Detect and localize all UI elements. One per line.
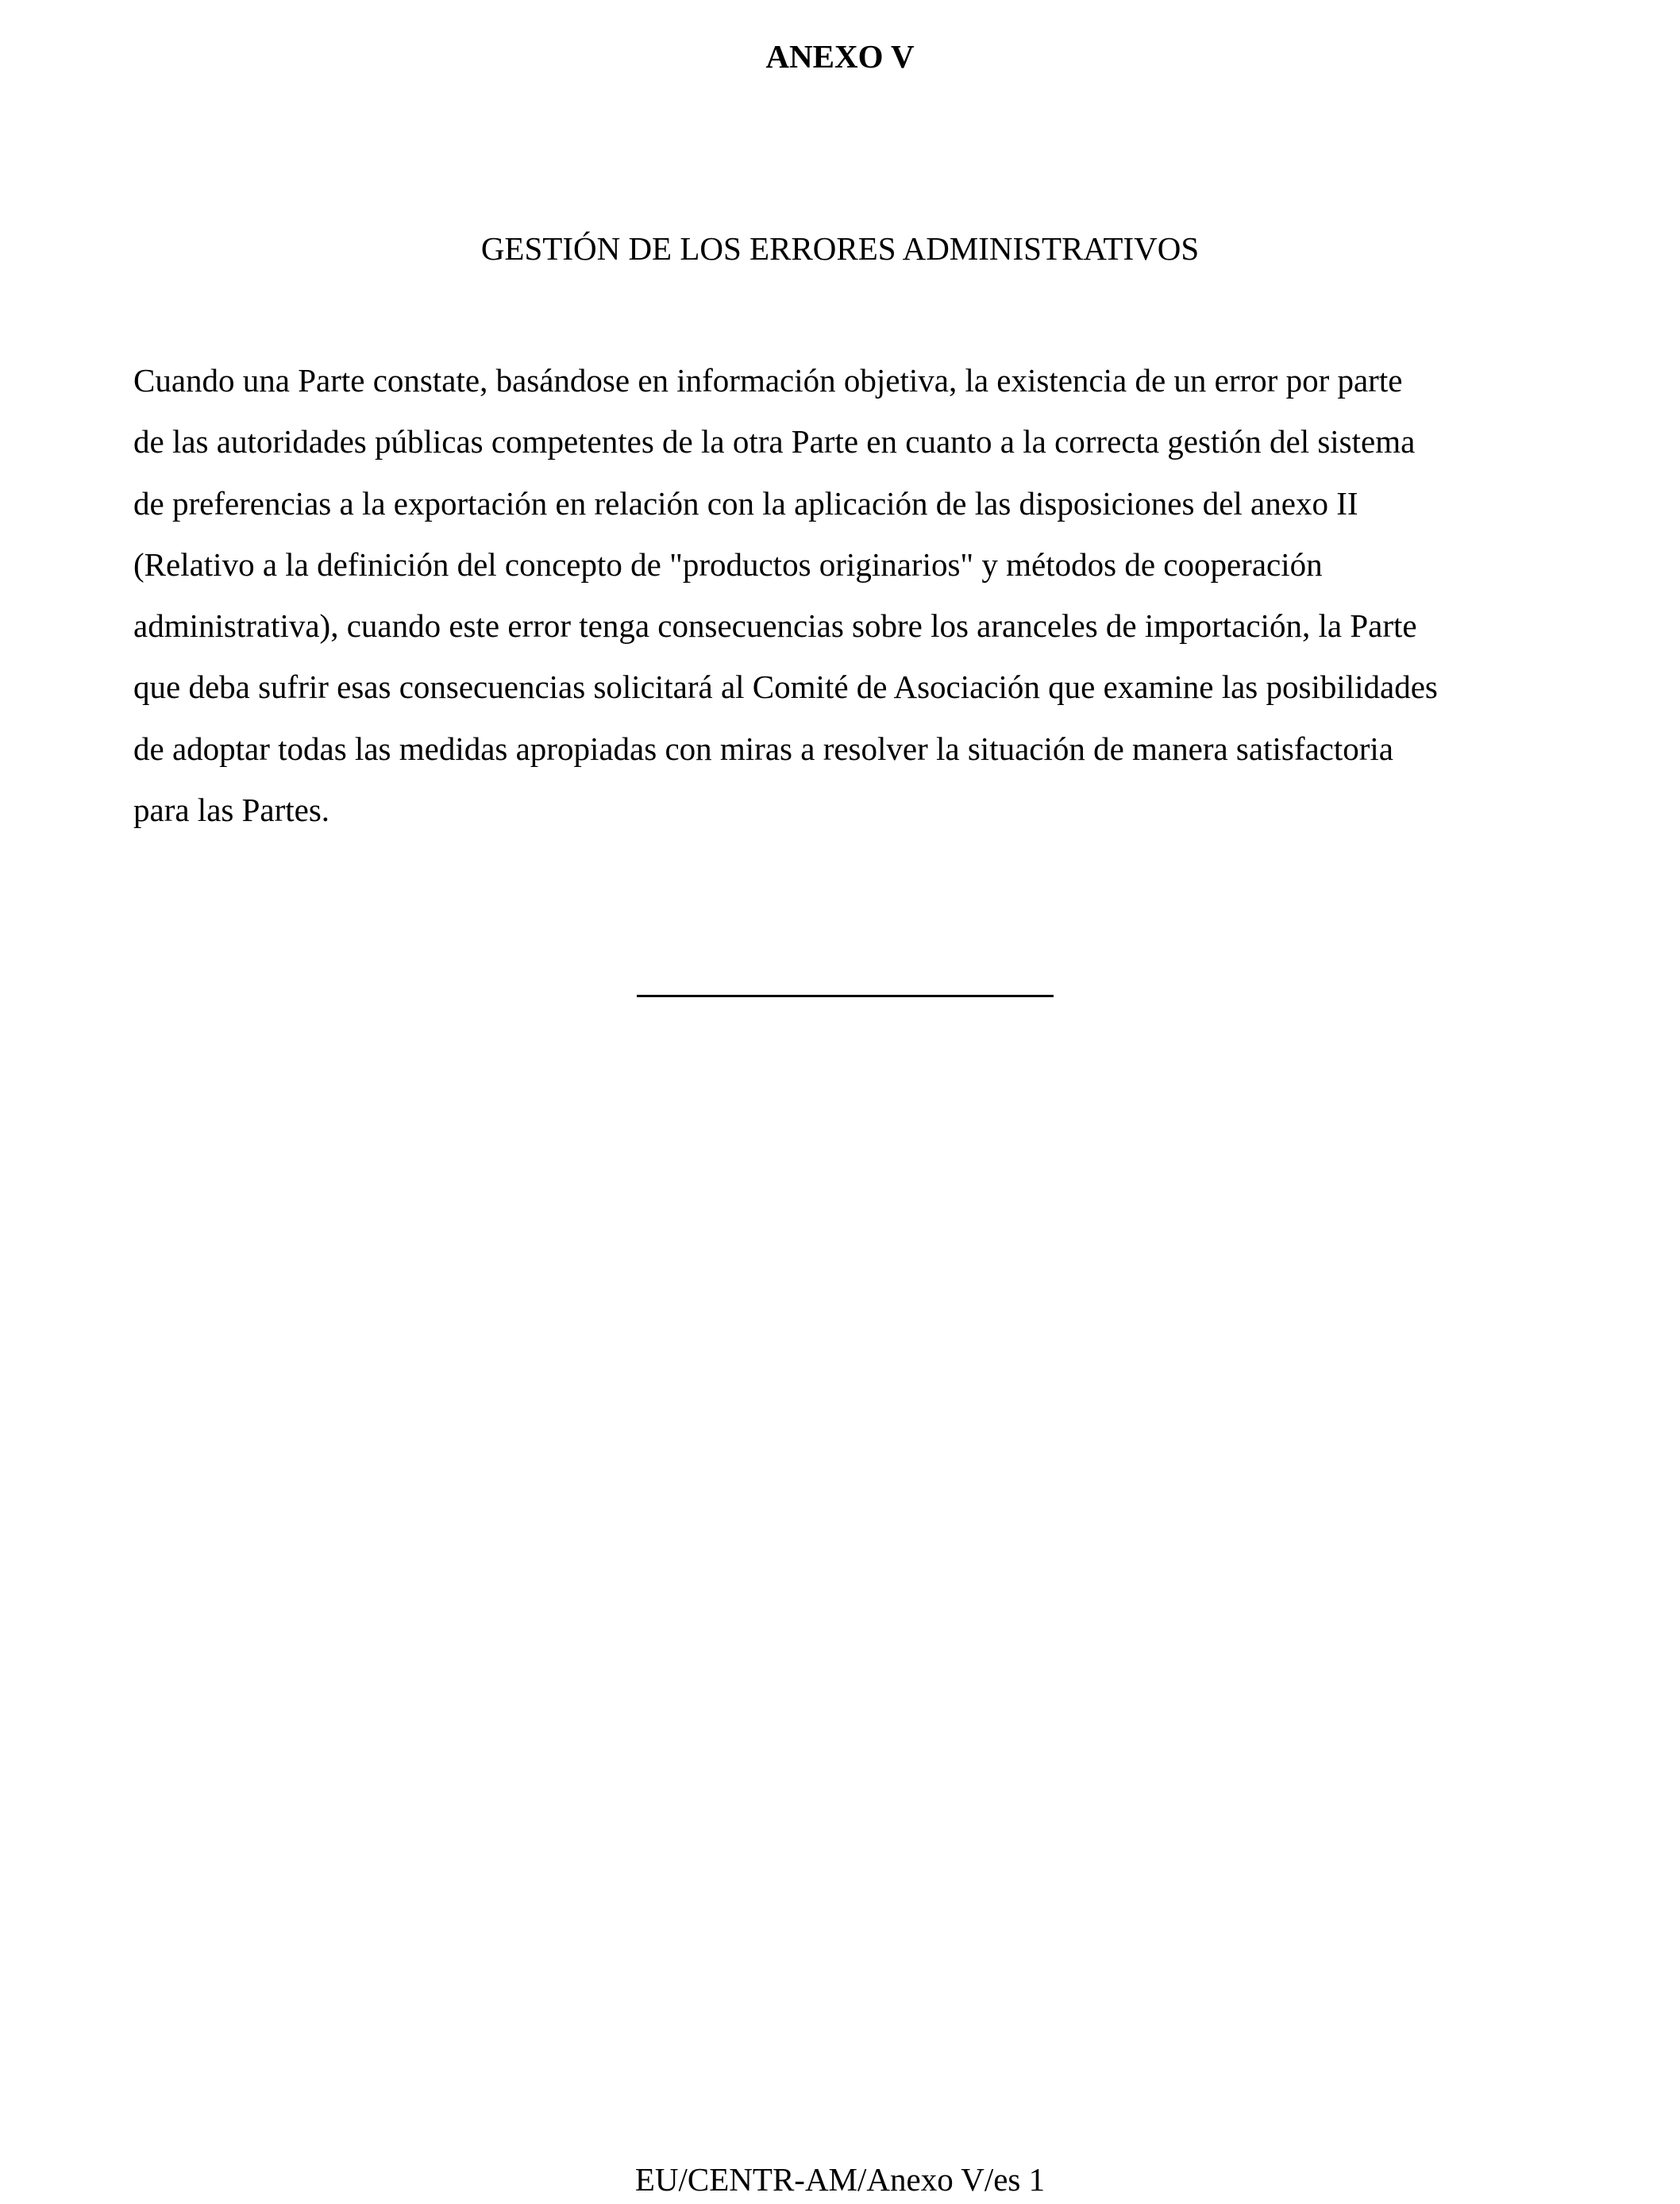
paragraph-line: (Relativo a la definición del concepto de "productos originarios" y métodos de cooperación [133, 545, 1323, 583]
body-paragraph [133, 350, 1569, 841]
section-title: GESTIÓN DE LOS ERRORES ADMINISTRATIVOS [480, 230, 1200, 267]
paragraph-line: de preferencias a la exportación en relación con la aplicación de las disposiciones del anexo II [133, 484, 1358, 522]
annex-heading: ANEXO V [765, 38, 915, 75]
paragraph-line: administrativa), cuando este error tenga consecuencias sobre los aranceles de importación, la Parte [133, 607, 1417, 645]
paragraph-line: de las autoridades públicas competentes de la otra Parte en cuanto a la correcta gestión del sistema [133, 423, 1416, 460]
paragraph-line: Cuando una Parte constate, basándose en información objetiva, la existencia de un error por parte [133, 362, 1403, 399]
paragraph-line: que deba sufrir esas consecuencias solicitará al Comité de Asociación que examine las posibilidades [133, 669, 1438, 706]
paragraph-line: de adoptar todas las medidas apropiadas con miras a resolver la situación de manera satisfactoria [133, 730, 1394, 767]
end-of-text-rule [637, 995, 1054, 997]
page-footer: EU/CENTR-AM/Anexo V/es 1 [634, 2161, 1046, 2198]
paragraph-line: para las Partes. [133, 792, 330, 829]
